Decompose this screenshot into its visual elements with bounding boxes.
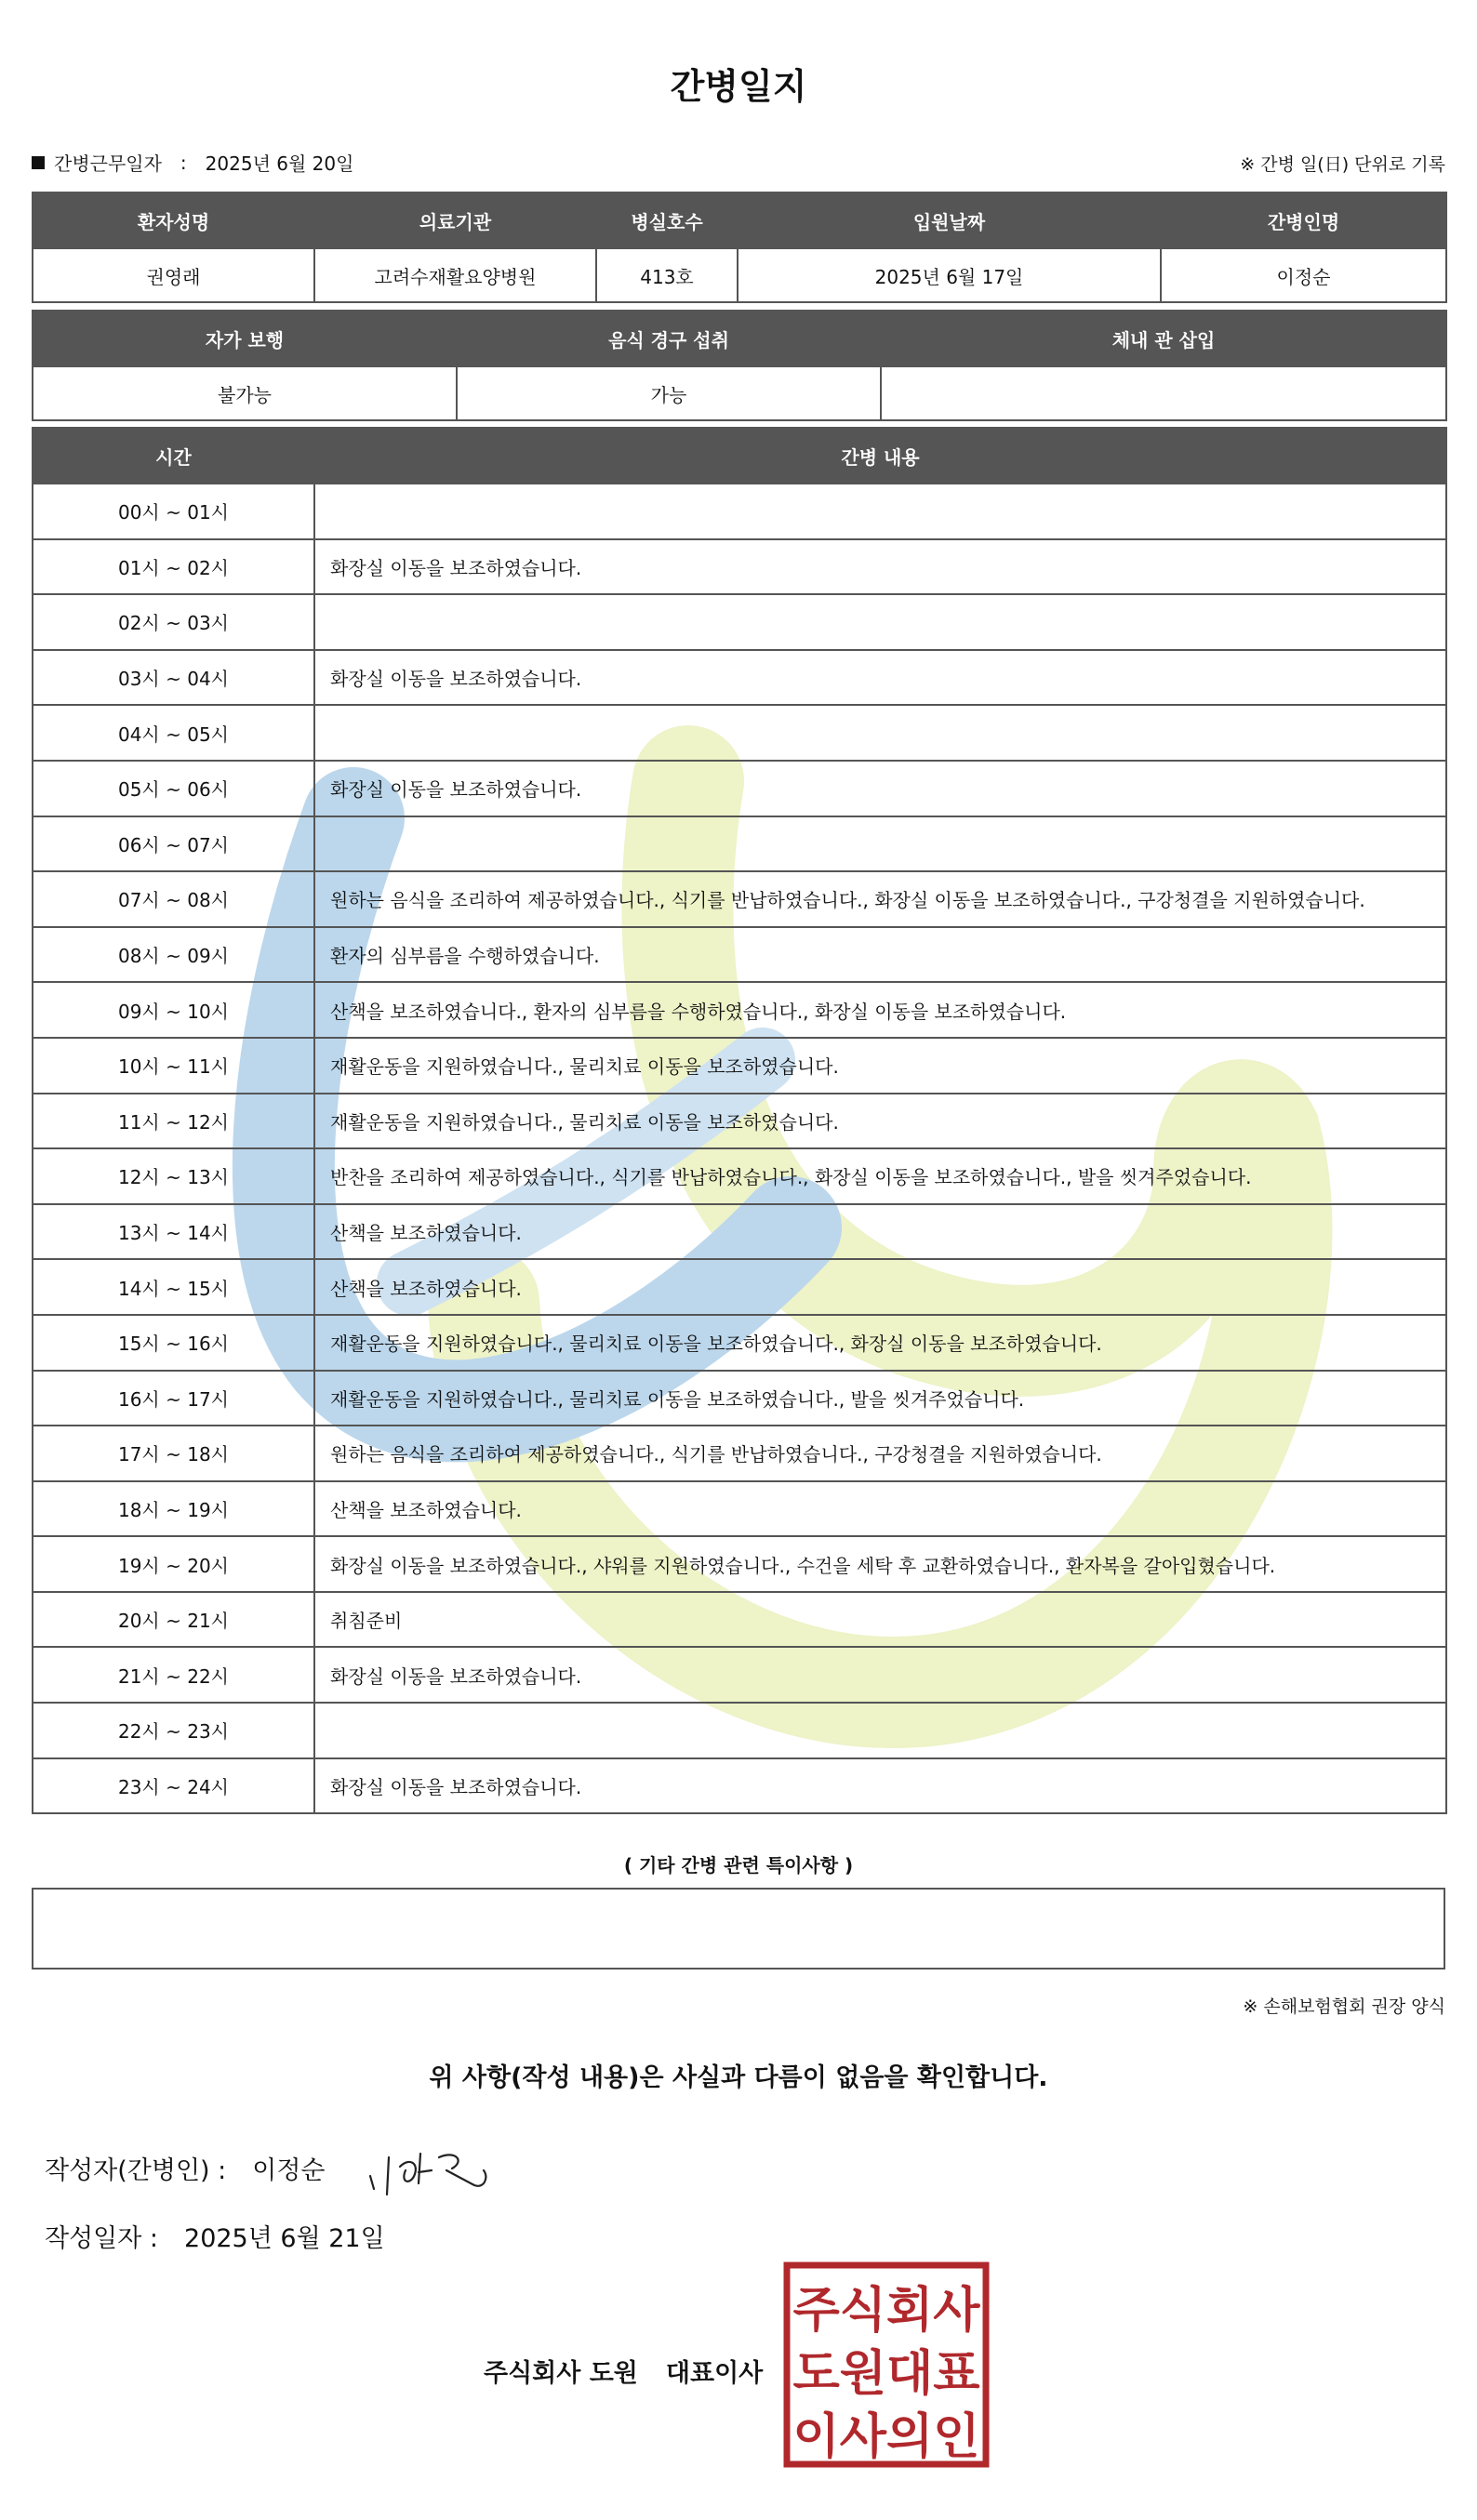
time-slot: 16시 ~ 17시 <box>33 1371 314 1426</box>
care-log-row <box>33 1038 1446 1094</box>
seal-line-1: 주식회사 <box>792 2283 980 2339</box>
header-time: 시간 <box>33 428 314 484</box>
patient-status-table <box>32 310 1447 421</box>
work-date-row <box>32 149 353 176</box>
time-slot: 04시 ~ 05시 <box>33 705 314 761</box>
care-log-row <box>33 816 1446 872</box>
care-content: 재활운동을 지원하였습니다., 물리치료 이동을 보조하였습니다. <box>314 1038 1446 1094</box>
care-content: 원하는 음식을 조리하여 제공하였습니다., 식기를 반납하였습니다., 화장실 이동을 보조하였습니다., 구강청결을 지원하였습니다. <box>314 871 1446 927</box>
tube-insertion-value <box>881 366 1446 420</box>
time-slot: 12시 ~ 13시 <box>33 1148 314 1204</box>
seal-line-3: 이사의인 <box>792 2409 980 2465</box>
care-content <box>314 594 1446 650</box>
care-content: 화장실 이동을 보조하였습니다. <box>314 1758 1446 1814</box>
care-content: 화장실 이동을 보조하였습니다. <box>314 650 1446 706</box>
care-log-row <box>33 539 1446 595</box>
time-slot: 00시 ~ 01시 <box>33 484 314 539</box>
special-notes-box <box>32 1888 1445 1970</box>
care-content <box>314 705 1446 761</box>
time-slot: 23시 ~ 24시 <box>33 1758 314 1814</box>
time-slot: 06시 ~ 07시 <box>33 816 314 872</box>
time-slot: 17시 ~ 18시 <box>33 1426 314 1481</box>
care-log-body <box>33 484 1446 1813</box>
header-patient-name: 환자성명 <box>33 192 314 248</box>
time-slot: 19시 ~ 20시 <box>33 1536 314 1592</box>
header-room: 병실호수 <box>596 192 738 248</box>
care-log-row <box>33 761 1446 816</box>
header-care-content: 간병 내용 <box>314 428 1446 484</box>
care-header-row <box>33 428 1446 484</box>
care-content: 산책을 보조하였습니다., 환자의 심부름을 수행하였습니다., 화장실 이동을 보조하였습니다. <box>314 982 1446 1038</box>
care-log-row <box>33 1315 1446 1371</box>
care-content: 화장실 이동을 보조하였습니다., 샤워를 지원하였습니다., 수건을 세탁 후 교환하였습니다., 환자복을 갈아입혔습니다. <box>314 1536 1446 1592</box>
time-slot: 08시 ~ 09시 <box>33 927 314 983</box>
caregiver-name: 이정순 <box>1161 248 1446 302</box>
handwritten-signature <box>363 2129 530 2204</box>
care-log-row <box>33 1259 1446 1315</box>
time-slot: 14시 ~ 15시 <box>33 1259 314 1315</box>
care-content <box>314 816 1446 872</box>
hospital-name: 고려수재활요양병원 <box>314 248 596 302</box>
care-log-row <box>33 1703 1446 1758</box>
care-log-row <box>33 1536 1446 1592</box>
time-slot: 21시 ~ 22시 <box>33 1647 314 1703</box>
care-log-row <box>33 650 1446 706</box>
seal-line-2: 도원대표 <box>792 2346 980 2402</box>
care-content: 재활운동을 지원하였습니다., 물리치료 이동을 보조하였습니다., 화장실 이동을 보조하였습니다. <box>314 1315 1446 1371</box>
care-content: 산책을 보조하였습니다. <box>314 1204 1446 1260</box>
writer-name: 이정순 <box>252 2156 326 2185</box>
header-caregiver: 간병인명 <box>1161 192 1446 248</box>
patient-name: 권영래 <box>33 248 314 302</box>
writer-row <box>45 2150 326 2186</box>
written-date-row <box>45 2218 385 2254</box>
patient-header-row <box>33 192 1446 248</box>
care-content: 원하는 음식을 조리하여 제공하였습니다., 식기를 반납하였습니다., 구강청결을 지원하였습니다. <box>314 1426 1446 1481</box>
oral-intake-value: 가능 <box>457 366 881 420</box>
care-log-row <box>33 1647 1446 1703</box>
status-value-row <box>33 366 1446 420</box>
ceo-title: 대표이사 <box>665 2359 764 2388</box>
care-log-row <box>33 1758 1446 1814</box>
care-log-table <box>32 427 1447 1814</box>
square-bullet-icon <box>32 156 45 169</box>
self-walking-value: 불가능 <box>33 366 457 420</box>
room-number: 413호 <box>596 248 738 302</box>
care-log-row <box>33 1426 1446 1481</box>
work-date-value: 2025년 6월 20일 <box>205 153 354 175</box>
form-recommendation-note: ※ 손해보험협회 권장 양식 <box>1243 1996 1445 2017</box>
time-slot: 01시 ~ 02시 <box>33 539 314 595</box>
status-header-row <box>33 311 1446 366</box>
time-slot: 02시 ~ 03시 <box>33 594 314 650</box>
care-content <box>314 484 1446 539</box>
confirmation-statement: 위 사항(작성 내용)은 사실과 다름이 없음을 확인합니다. <box>429 2063 1048 2092</box>
time-slot: 09시 ~ 10시 <box>33 982 314 1038</box>
care-log-row <box>33 1592 1446 1648</box>
time-slot: 20시 ~ 21시 <box>33 1592 314 1648</box>
care-log-row <box>33 1094 1446 1149</box>
care-content: 반찬을 조리하여 제공하였습니다., 식기를 반납하였습니다., 화장실 이동을 보조하였습니다., 발을 씻겨주었습니다. <box>314 1148 1446 1204</box>
care-log-row <box>33 871 1446 927</box>
care-content: 산책을 보조하였습니다. <box>314 1481 1446 1537</box>
written-date-label: 작성일자 : <box>45 2224 159 2253</box>
care-content: 재활운동을 지원하였습니다., 물리치료 이동을 보조하였습니다., 발을 씻겨주었습니다. <box>314 1371 1446 1426</box>
time-slot: 10시 ~ 11시 <box>33 1038 314 1094</box>
care-content: 화장실 이동을 보조하였습니다. <box>314 761 1446 816</box>
patient-info-table <box>32 192 1447 303</box>
care-content: 화장실 이동을 보조하였습니다. <box>314 539 1446 595</box>
time-slot: 07시 ~ 08시 <box>33 871 314 927</box>
time-slot: 15시 ~ 16시 <box>33 1315 314 1371</box>
time-slot: 03시 ~ 04시 <box>33 650 314 706</box>
document-title: 간병일지 <box>670 66 807 107</box>
care-content: 환자의 심부름을 수행하였습니다. <box>314 927 1446 983</box>
company-name: 주식회사 도원 <box>484 2359 638 2388</box>
care-content: 산책을 보조하였습니다. <box>314 1259 1446 1315</box>
writer-label: 작성자(간병인) : <box>45 2156 227 2185</box>
work-date-separator: : <box>180 151 187 174</box>
header-admission-date: 입원날짜 <box>738 192 1161 248</box>
patient-value-row <box>33 248 1446 302</box>
written-date-value: 2025년 6월 21일 <box>184 2224 385 2253</box>
care-content <box>314 1703 1446 1758</box>
header-oral-intake: 음식 경구 섭취 <box>457 311 881 366</box>
care-log-row <box>33 705 1446 761</box>
care-log-row <box>33 982 1446 1038</box>
care-content: 취침준비 <box>314 1592 1446 1648</box>
time-slot: 11시 ~ 12시 <box>33 1094 314 1149</box>
header-self-walking: 자가 보행 <box>33 311 457 366</box>
work-date-label: 간병근무일자 <box>54 153 162 175</box>
care-content: 재활운동을 지원하였습니다., 물리치료 이동을 보조하였습니다. <box>314 1094 1446 1149</box>
care-log-row <box>33 1371 1446 1426</box>
admission-date: 2025년 6월 17일 <box>738 248 1161 302</box>
header-tube-insertion: 체내 관 삽입 <box>881 311 1446 366</box>
care-content: 화장실 이동을 보조하였습니다. <box>314 1647 1446 1703</box>
care-log-row <box>33 1204 1446 1260</box>
time-slot: 13시 ~ 14시 <box>33 1204 314 1260</box>
time-slot: 18시 ~ 19시 <box>33 1481 314 1537</box>
care-log-row <box>33 484 1446 539</box>
special-notes-label: ( 기타 간병 관련 특이사항 ) <box>623 1854 854 1877</box>
time-slot: 22시 ~ 23시 <box>33 1703 314 1758</box>
company-seal-stamp <box>783 2261 990 2468</box>
care-log-row <box>33 1148 1446 1204</box>
company-row <box>484 2353 763 2389</box>
time-slot: 05시 ~ 06시 <box>33 761 314 816</box>
care-log-row <box>33 594 1446 650</box>
daily-record-note: ※ 간병 일(日) 단위로 기록 <box>1240 154 1445 175</box>
care-log-row <box>33 1481 1446 1537</box>
header-hospital: 의료기관 <box>314 192 596 248</box>
care-log-row <box>33 927 1446 983</box>
